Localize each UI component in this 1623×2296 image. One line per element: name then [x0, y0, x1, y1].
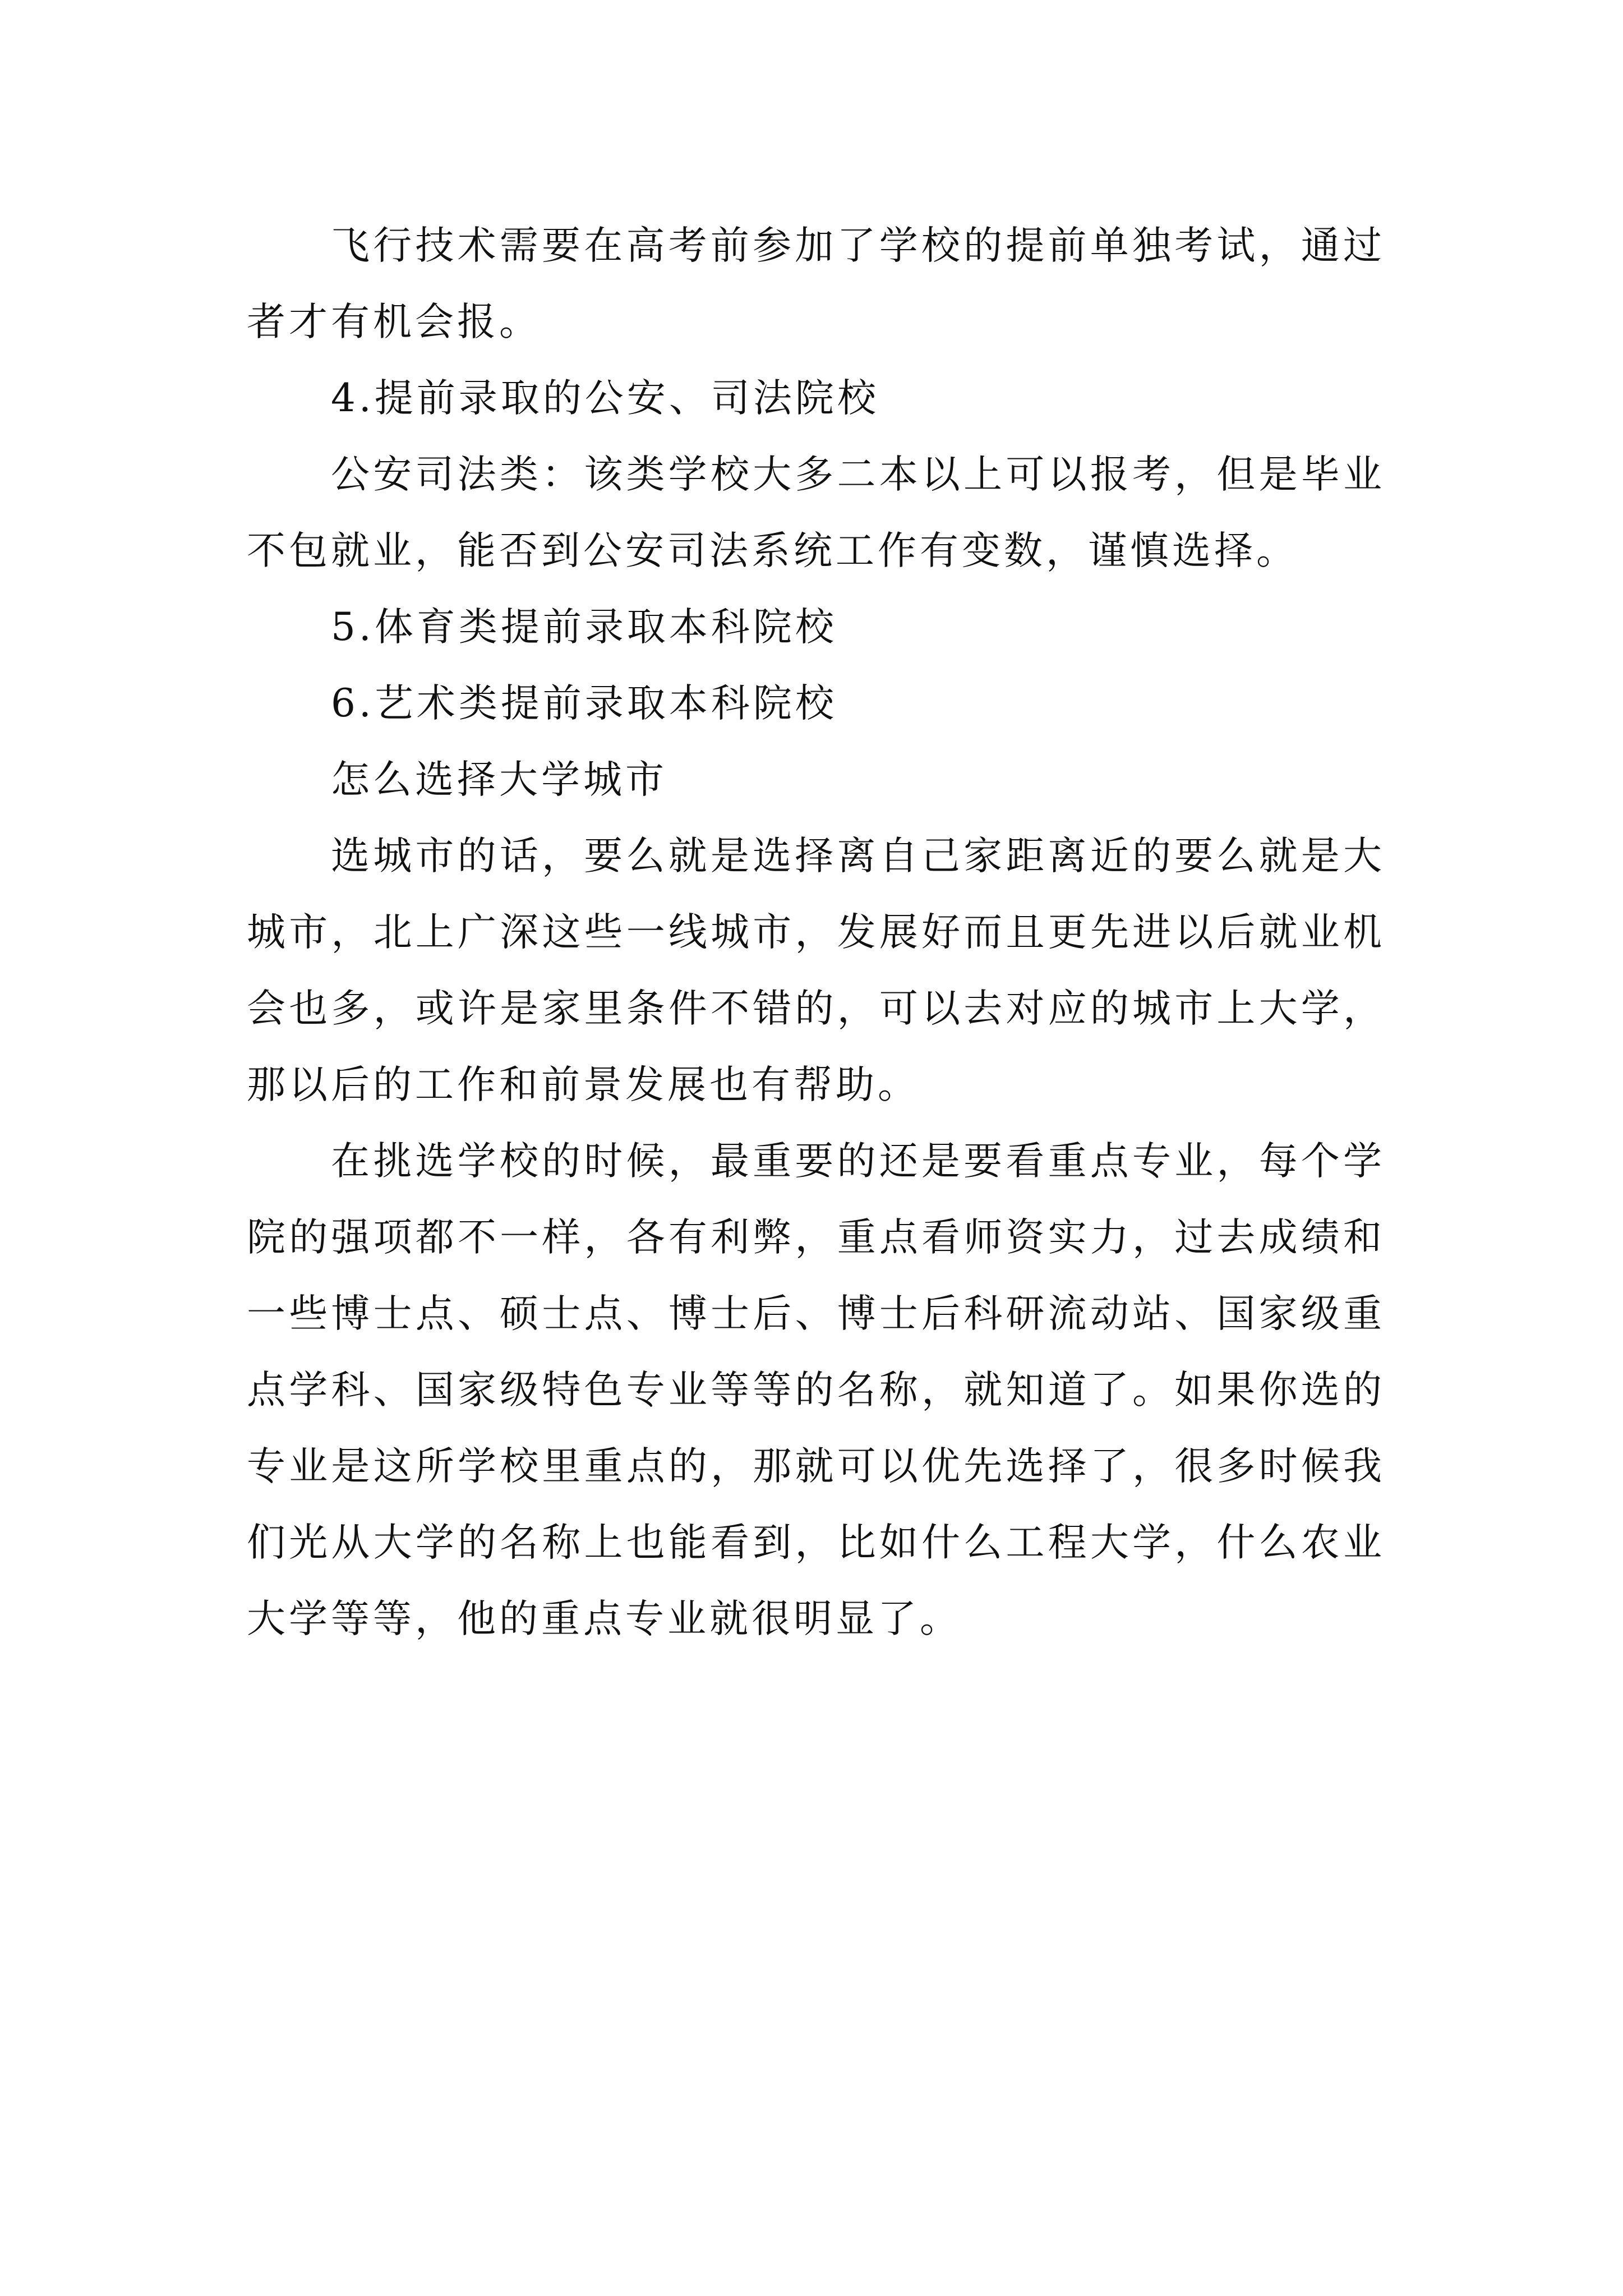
paragraph-heading-sports: 5.体育类提前录取本科院校: [331, 605, 837, 650]
paragraph-heading-city: 怎么选择大学城市: [331, 757, 667, 802]
document-body: [247, 208, 1385, 1657]
paragraph-school-choice: 在挑选学校的时候，最重要的还是要看重点专业，每个学院的强项都不一样，各有利弊，重点看师资实力，过去成绩和一些博士点、硕士点、博士后、博士后科研流动站、国家级重点学科、国家级特色专业等等的名称，就知道了。如果你选的专业是这所学校里重点的，那就可以优先选择了，很多时候我们光从大学的名称上也能看到，比如什么工程大学，什么农业大学等等，他的重点专业就很明显了。: [247, 1139, 1385, 1641]
paragraph-city-choice: 选城市的话，要么就是选择离自己家距离近的要么就是大城市，北上广深这些一线城市，发展好而且更先进以后就业机会也多，或许是家里条件不错的，可以去对应的城市上大学，那以后的工作和前景发展也有帮助。: [247, 834, 1385, 1107]
paragraph-heading-arts: 6.艺术类提前录取本科院校: [331, 681, 837, 726]
paragraph-police-law: 公安司法类：该类学校大多二本以上可以报考，但是毕业不包就业，能否到公安司法系统工作有变数，谨慎选择。: [247, 452, 1385, 573]
paragraph-flight-tech: 飞行技术需要在高考前参加了学校的提前单独考试，通过者才有机会报。: [247, 223, 1385, 344]
paragraph-heading-police-law: 4.提前录取的公安、司法院校: [331, 376, 879, 421]
